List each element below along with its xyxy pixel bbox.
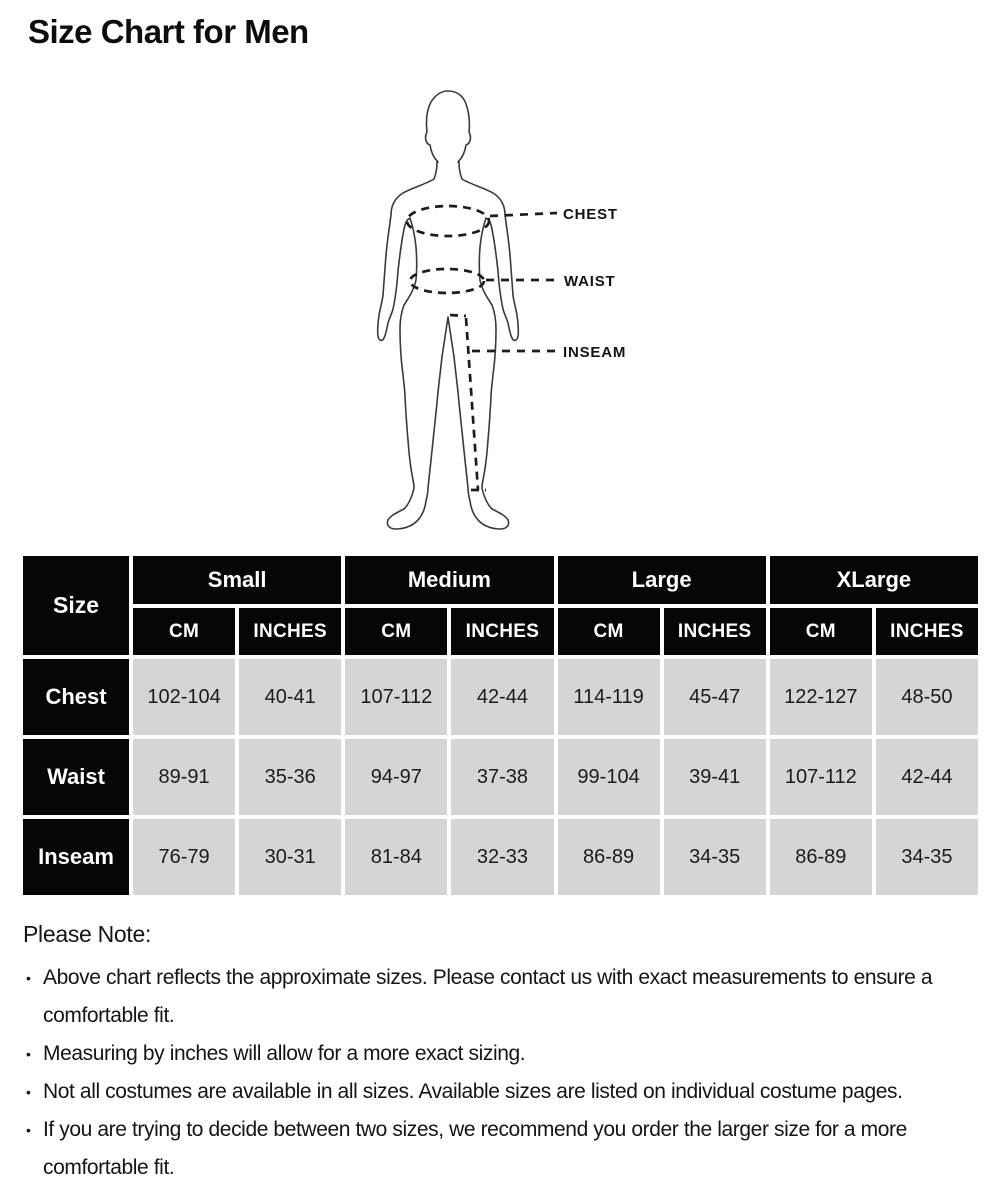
value-cell: 37-38	[451, 739, 553, 815]
unit-header-cm: CM	[345, 608, 447, 655]
inseam-label: INSEAM	[563, 344, 627, 361]
size-chart-table	[23, 556, 978, 895]
unit-header-inches: INCHES	[239, 608, 341, 655]
unit-header-cm: CM	[558, 608, 660, 655]
note-text: If you are trying to decide between two sizes, we recommend you order the larger size for a more comfortable fit.	[43, 1118, 907, 1179]
value-cell: 107-112	[770, 739, 872, 815]
value-cell: 40-41	[239, 659, 341, 735]
value-cell: 34-35	[876, 819, 978, 895]
value-cell: 30-31	[239, 819, 341, 895]
note-item	[23, 1111, 975, 1187]
value-cell: 99-104	[558, 739, 660, 815]
value-cell: 102-104	[133, 659, 235, 735]
value-cell: 39-41	[664, 739, 766, 815]
body-outline	[378, 162, 519, 529]
notes-heading: Please Note:	[23, 921, 152, 947]
value-cell: 81-84	[345, 819, 447, 895]
unit-header-cm: CM	[770, 608, 872, 655]
value-cell: 34-35	[664, 819, 766, 895]
note-text: Not all costumes are available in all sizes. Available sizes are listed on individual costume pages.	[43, 1080, 903, 1103]
measurement-diagram	[0, 85, 1000, 555]
inseam-measure-line	[450, 315, 486, 490]
value-cell: 42-44	[876, 739, 978, 815]
row-label-inseam: Inseam	[23, 819, 129, 895]
note-text: Above chart reflects the approximate sizes. Please contact us with exact measurements to ensure a comfortable fit.	[43, 966, 933, 1027]
chest-measure-ellipse	[407, 206, 489, 236]
bullet-icon: •	[26, 1084, 31, 1100]
value-cell: 86-89	[770, 819, 872, 895]
group-header-small: Small	[133, 556, 341, 604]
value-cell: 89-91	[133, 739, 235, 815]
value-cell: 122-127	[770, 659, 872, 735]
value-cell: 107-112	[345, 659, 447, 735]
body-figure-svg	[0, 85, 1000, 555]
value-cell: 76-79	[133, 819, 235, 895]
value-cell: 32-33	[451, 819, 553, 895]
value-cell: 86-89	[558, 819, 660, 895]
chest-label: CHEST	[563, 206, 618, 223]
page-title: Size Chart for Men	[28, 13, 309, 50]
table-corner-size: Size	[23, 556, 129, 655]
unit-header-inches: INCHES	[451, 608, 553, 655]
row-label-waist: Waist	[23, 739, 129, 815]
group-header-large: Large	[558, 556, 766, 604]
value-cell: 35-36	[239, 739, 341, 815]
value-cell: 42-44	[451, 659, 553, 735]
value-cell: 94-97	[345, 739, 447, 815]
bullet-icon: •	[26, 970, 31, 986]
notes-section	[23, 921, 975, 1187]
unit-header-inches: INCHES	[876, 608, 978, 655]
value-cell: 114-119	[558, 659, 660, 735]
waist-measure-ellipse	[410, 269, 484, 293]
waist-label: WAIST	[564, 273, 616, 290]
bullet-icon: •	[26, 1046, 31, 1062]
chest-leader-line	[490, 213, 557, 216]
note-item	[23, 1073, 975, 1111]
unit-header-inches: INCHES	[664, 608, 766, 655]
group-header-medium: Medium	[345, 556, 553, 604]
unit-header-cm: CM	[133, 608, 235, 655]
note-item	[23, 959, 975, 1035]
group-header-xlarge: XLarge	[770, 556, 978, 604]
bullet-icon: •	[26, 1122, 31, 1138]
value-cell: 45-47	[664, 659, 766, 735]
head-outline	[426, 91, 471, 162]
row-label-chest: Chest	[23, 659, 129, 735]
note-text: Measuring by inches will allow for a more exact sizing.	[43, 1042, 526, 1065]
note-item	[23, 1035, 975, 1073]
value-cell: 48-50	[876, 659, 978, 735]
notes-list	[23, 959, 975, 1187]
